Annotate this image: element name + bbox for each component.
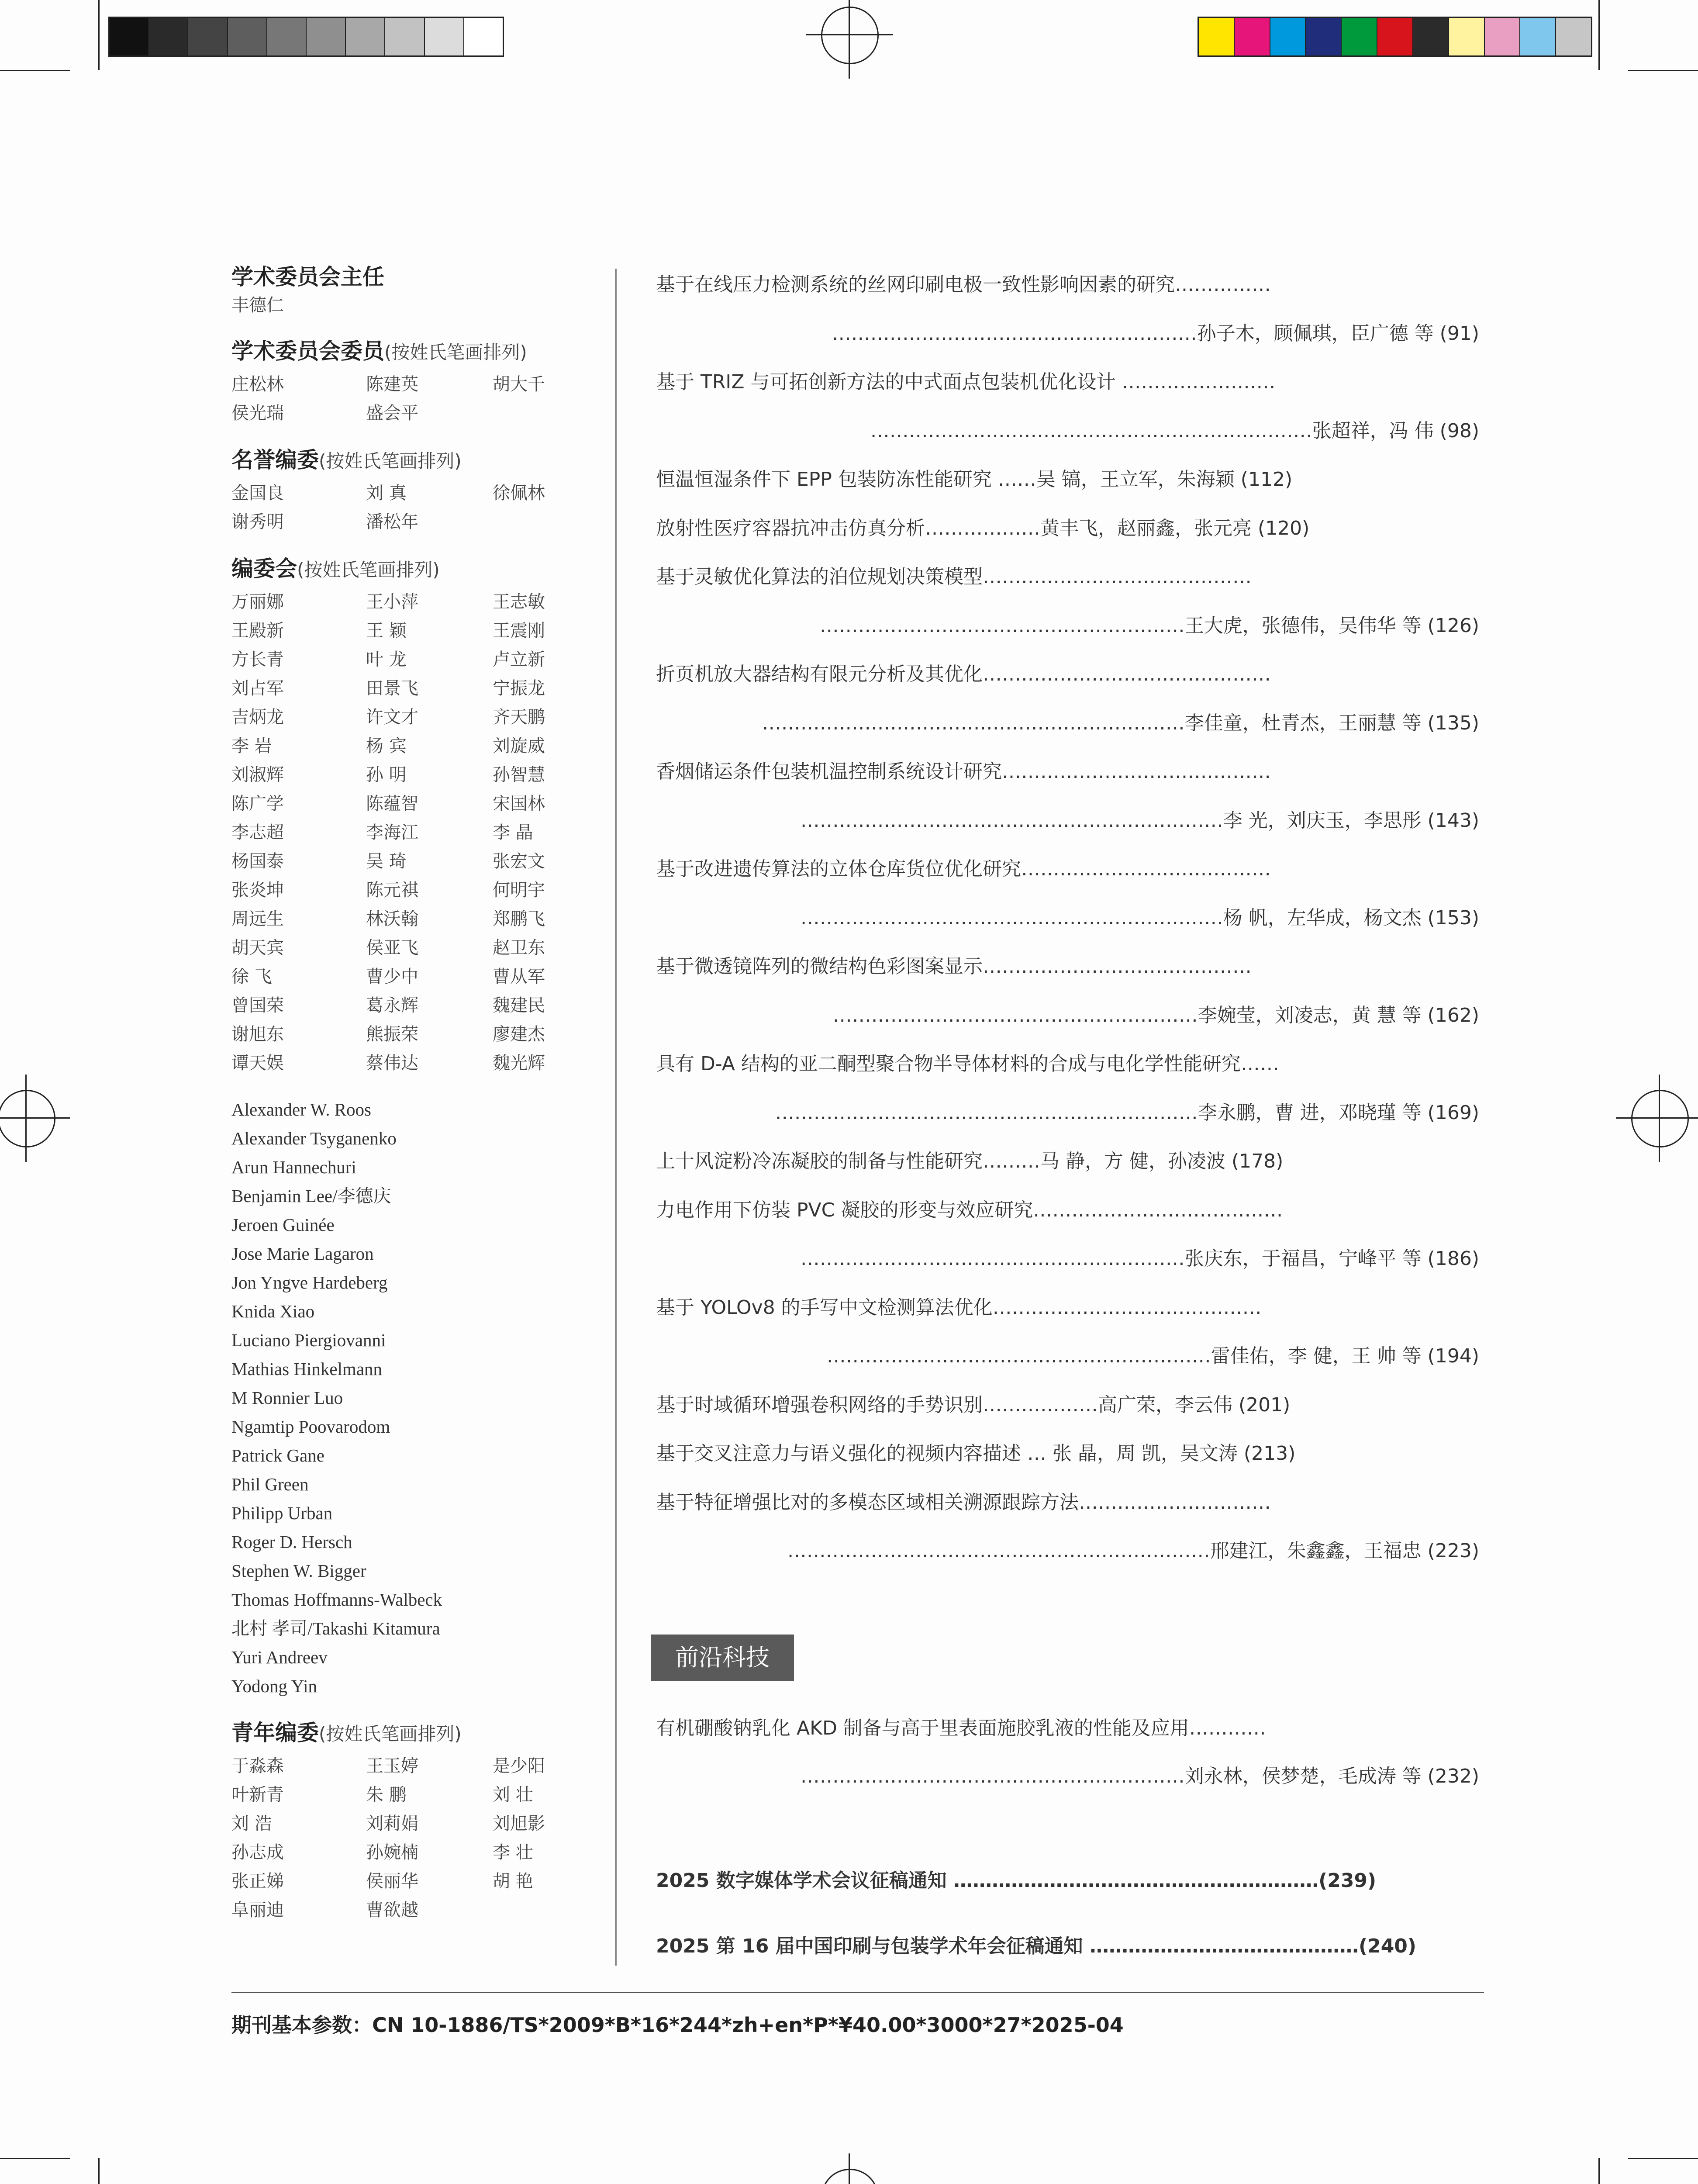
crop-mark [1628, 2158, 1698, 2159]
person-name: 侯光瑞 [231, 403, 284, 423]
chair-title: 学术委员会主任 [231, 264, 384, 290]
registration-mark-top [806, 0, 893, 79]
person-name: 王小萍 [366, 592, 418, 612]
person-name: 吉炳龙 [231, 707, 284, 727]
foreign-editor-name: M Ronnier Luo [231, 1388, 343, 1408]
foreign-editor-name: Jose Marie Lagaron [231, 1244, 374, 1264]
crop-mark [1598, 0, 1600, 70]
person-name: 赵卫东 [493, 938, 545, 958]
registration-mark-left [0, 1075, 70, 1162]
person-name: 田景飞 [366, 678, 418, 698]
toc-entry[interactable]: 基于交叉注意力与语义强化的视频内容描述 … 张 晶，周 凯，吴文涛 (213) [656, 1442, 1296, 1465]
members-list [231, 370, 581, 428]
registration-mark-bottom [806, 2153, 893, 2184]
toc-entry[interactable]: 香烟储运条件包装机温控制系统设计研究…………………………………… [656, 760, 1271, 783]
foreign-editor-name: Jon Yngve Hardeberg [231, 1272, 388, 1292]
committee-column [231, 262, 581, 1925]
person-name: 胡 艳 [493, 1871, 533, 1891]
person-name: 宁振龙 [493, 678, 545, 698]
swatch [228, 18, 267, 55]
person-name: 齐天鹏 [493, 707, 545, 727]
person-name: 王 颖 [366, 621, 407, 641]
person-name: 宋国林 [493, 794, 545, 814]
swatch [1235, 18, 1270, 55]
person-name: 张正娣 [231, 1871, 284, 1891]
person-name: 徐佩林 [493, 483, 545, 503]
color-calibration-bar [1198, 17, 1592, 57]
person-name: 潘松年 [366, 512, 418, 532]
person-name: 许文才 [366, 707, 418, 727]
person-name: 孙志成 [231, 1842, 284, 1863]
toc-entry[interactable]: 基于 TRIZ 与可拓创新方法的中式面点包装机优化设计 …………………… [656, 371, 1276, 393]
swatch [1306, 18, 1342, 55]
person-name: 侯丽华 [366, 1871, 418, 1891]
swatch [1556, 18, 1591, 55]
person-name: 刘旋威 [493, 736, 545, 756]
person-name: 陈元祺 [366, 880, 418, 900]
person-name: 王玉婷 [366, 1756, 418, 1776]
person-name: 蔡伟达 [366, 1053, 418, 1073]
person-name: 卢立新 [493, 650, 545, 670]
person-name: 刘 壮 [493, 1785, 533, 1805]
person-name: 谭天娱 [231, 1053, 284, 1073]
toc-entry[interactable]: …………………………………………………………李永鹏，曹 进，邓晓瑾 等 (169) [775, 1101, 1479, 1124]
swatch [1449, 18, 1485, 55]
person-name: 万丽娜 [231, 592, 284, 612]
toc-entry[interactable]: 2025 数字媒体学术会议征稿通知 …………………………………………………(239) [656, 1870, 1377, 1892]
foreign-editor-name: Thomas Hoffmanns-Walbeck [231, 1590, 442, 1610]
foreign-editor-name: Phil Green [231, 1474, 309, 1494]
youth-list [231, 1752, 581, 1925]
person-name [493, 1896, 580, 1925]
toc-entry[interactable]: ……………………………………………………………张超祥，冯 伟 (98) [870, 419, 1479, 442]
foreign-editor-name: Yodong Yin [231, 1676, 317, 1696]
person-name: 胡大千 [493, 374, 545, 394]
person-name: 周远生 [231, 909, 284, 929]
foreign-editor-name: Stephen W. Bigger [231, 1561, 366, 1581]
toc-entry[interactable]: 基于在线压力检测系统的丝网印刷电极一致性影响因素的研究…………… [656, 273, 1271, 296]
person-name: 孙婉楠 [366, 1842, 418, 1863]
person-name: 阜丽迪 [231, 1900, 284, 1920]
person-name: 李 壮 [493, 1842, 533, 1863]
person-name: 朱 鹏 [366, 1785, 407, 1805]
person-name: 侯亚飞 [366, 938, 418, 958]
person-name: 林沃翰 [366, 909, 418, 929]
swatch [1377, 18, 1413, 55]
toc-entry[interactable]: …………………………………………………………邢建江，朱鑫鑫，王福忠 (223) [787, 1540, 1479, 1562]
toc-entry[interactable]: …………………………………………………李婉莹，刘凌志，黄 慧 等 (162) [832, 1004, 1479, 1026]
toc-entry[interactable]: ……………………………………………………雷佳佑，李 健，王 帅 等 (194) [826, 1345, 1479, 1367]
swatch [1413, 18, 1449, 55]
crop-mark [98, 0, 100, 70]
person-name: 曹欲越 [366, 1900, 418, 1920]
person-name: 于淼森 [231, 1756, 284, 1776]
toc-entry[interactable]: 基于微透镜阵列的微结构色彩图案显示…………………………………… [656, 955, 1252, 978]
foreign-editor-name: Jeroen Guinée [231, 1215, 335, 1235]
foreign-editor-name: Ngamtip Poovarodom [231, 1417, 390, 1437]
person-name: 李海江 [366, 822, 418, 843]
foreign-editor-name: Benjamin Lee/李德庆 [231, 1186, 391, 1206]
toc-entry[interactable]: …………………………………………………………李佳童，杜青杰，王丽慧 等 (135) [762, 712, 1479, 734]
crop-mark [98, 2158, 100, 2184]
toc-entry[interactable]: 具有 D-A 结构的亚二酮型聚合物半导体材料的合成与电化学性能研究…… [656, 1053, 1279, 1075]
person-name: 刘莉娟 [366, 1814, 418, 1834]
foreign-editor-name: Alexander Tsyganenko [231, 1128, 397, 1148]
toc-entry[interactable]: 力电作用下仿装 PVC 凝胶的形变与效应研究………………………………… [656, 1199, 1283, 1221]
toc-entry[interactable]: ……………………………………………………张庆东，于福昌，宁峰平 等 (186) [800, 1248, 1479, 1270]
person-name: 何明宇 [493, 880, 545, 900]
swatch [307, 18, 346, 55]
person-name: 葛永辉 [366, 995, 418, 1016]
swatch [1485, 18, 1521, 55]
person-name: 盛会平 [366, 403, 418, 423]
foreign-editor-name: Patrick Gane [231, 1445, 324, 1465]
person-name: 孙智慧 [493, 765, 545, 785]
person-name: 刘占军 [231, 678, 284, 698]
toc-entry[interactable]: 基于 YOLOv8 的手写中文检测算法优化…………………………………… [656, 1296, 1262, 1319]
person-name: 叶新青 [231, 1785, 284, 1805]
swatch [188, 18, 228, 55]
foreign-editor-name: Luciano Piergiovanni [231, 1330, 386, 1350]
toc-entry[interactable]: 上十风淀粉冷冻凝胶的制备与性能研究………马 静，方 健，孙凌波 (178) [656, 1150, 1284, 1172]
swatch [267, 18, 307, 55]
person-name: 曹少中 [366, 967, 418, 987]
person-name: 是少阳 [493, 1756, 545, 1776]
toc-entry[interactable]: ……………………………………………………刘永林，侯梦楚，毛成涛 等 (232) [800, 1765, 1479, 1787]
person-name: 杨 宾 [366, 736, 407, 756]
toc-entry[interactable]: …………………………………………………孙子木，顾佩琪，臣广德 等 (91) [832, 322, 1479, 345]
crop-mark [1628, 70, 1698, 71]
foreign-editor-name: 北村 孝司/Takashi Kitamura [231, 1618, 440, 1638]
person-name: 谢旭东 [231, 1024, 284, 1044]
foreign-editor-name: Alexander W. Roos [231, 1099, 371, 1120]
editorial-list [231, 587, 581, 1078]
honorary-title: 名誉编委(按姓氏笔画排列) [231, 447, 462, 473]
foreign-editor-name: Yuri Andreev [231, 1647, 328, 1667]
toc-entry[interactable]: 折页机放大器结构有限元分析及其优化……………………………………… [656, 663, 1271, 685]
swatch [1342, 18, 1377, 55]
crop-mark [0, 70, 70, 71]
person-name: 王志敏 [493, 592, 545, 612]
foreign-editor-name: Roger D. Hersch [231, 1532, 352, 1552]
swatch [425, 18, 464, 55]
footer-divider [231, 1992, 1484, 1993]
person-name: 熊振荣 [366, 1024, 418, 1044]
foreign-editors-list [231, 1095, 581, 1700]
foreign-editor-name: Philipp Urban [231, 1503, 333, 1523]
person-name: 陈建英 [366, 374, 418, 394]
swatch [385, 18, 424, 55]
person-name: 胡天宾 [231, 938, 284, 958]
frontier-section-tag: 前沿科技 [651, 1635, 794, 1681]
person-name: 刘淑辉 [231, 765, 284, 785]
grayscale-calibration-bar [108, 17, 504, 57]
journal-parameters: 期刊基本参数：CN 10-1886/TS*2009*B*16*244*zh+en*P*¥40.00*3000*27*2025-04 [231, 2013, 1124, 2037]
swatch [1270, 18, 1306, 55]
column-divider [615, 269, 617, 1966]
foreign-editor-name: Knida Xiao [231, 1301, 315, 1321]
swatch [1520, 18, 1556, 55]
person-name: 庄松林 [231, 374, 284, 394]
foreign-editor-name: Mathias Hinkelmann [231, 1359, 383, 1379]
honorary-list [231, 479, 581, 536]
chair-name: 丰德仁 [231, 295, 284, 315]
person-name: 吴 琦 [366, 851, 407, 871]
person-name: 杨国泰 [231, 851, 284, 871]
person-name: 金国良 [231, 483, 284, 503]
members-title: 学术委员会委员(按姓氏笔画排列) [231, 339, 527, 364]
toc-entry[interactable]: 有机硼酸钠乳化 AKD 制备与高于里表面施胶乳液的性能及应用………… [656, 1717, 1266, 1739]
editorial-title: 编委会(按姓氏笔画排列) [231, 556, 440, 581]
youth-title: 青年编委(按姓氏笔画排列) [231, 1720, 462, 1745]
toc-entry[interactable]: …………………………………………………王大虎，张德伟，吴伟华 等 (126) [819, 614, 1479, 637]
toc-entry[interactable]: 基于特征增强比对的多模态区域相关溯源跟踪方法………………………… [656, 1491, 1271, 1514]
toc-entry[interactable]: 放射性医疗容器抗冲击仿真分析………………黄丰飞，赵丽鑫，张元亮 (120) [656, 517, 1310, 539]
person-name: 魏建民 [493, 995, 545, 1016]
toc-entry[interactable]: 2025 第 16 届中国印刷与包装学术年会征稿通知 ……………………………………(240) [656, 1935, 1417, 1957]
person-name: 陈蕴智 [366, 794, 418, 814]
person-name: 张宏文 [493, 851, 545, 871]
person-name: 李 晶 [493, 822, 533, 843]
toc-entry[interactable]: 基于灵敏优化算法的泊位规划决策模型…………………………………… [656, 566, 1252, 588]
person-name: 陈广学 [231, 794, 284, 814]
person-name: 叶 龙 [366, 650, 407, 670]
toc-entry[interactable]: …………………………………………………………李 光，刘庆玉，李思彤 (143) [800, 809, 1479, 832]
foreign-editor-name: Arun Hannechuri [231, 1157, 356, 1177]
person-name: 谢秀明 [231, 512, 284, 532]
registration-mark-right [1616, 1075, 1698, 1162]
toc-entry[interactable]: 恒温恒湿条件下 EPP 包装防冻性能研究 ……吴 镐，王立军，朱海颖 (112) [656, 468, 1293, 491]
person-name: 曹从军 [493, 967, 545, 987]
swatch [1199, 18, 1235, 55]
person-name: 廖建杰 [493, 1024, 545, 1044]
toc-entry[interactable]: 基于改进遗传算法的立体仓库货位优化研究………………………………… [656, 858, 1271, 880]
toc-entry[interactable]: …………………………………………………………杨 帆，左华成，杨文杰 (153) [800, 906, 1479, 929]
person-name: 郑鹏飞 [493, 909, 545, 929]
person-name: 刘 真 [366, 483, 407, 503]
person-name: 孙 明 [366, 765, 407, 785]
person-name: 刘旭影 [493, 1814, 545, 1834]
person-name: 王殿新 [231, 621, 284, 641]
crop-mark [0, 2158, 70, 2159]
swatch [464, 18, 503, 55]
swatch [110, 18, 149, 55]
person-name: 徐 飞 [231, 967, 272, 987]
swatch [346, 18, 385, 55]
person-name: 张炎坤 [231, 880, 284, 900]
person-name: 魏光辉 [493, 1053, 545, 1073]
person-name: 方长青 [231, 650, 284, 670]
person-name: 刘 浩 [231, 1814, 272, 1834]
person-name: 曾国荣 [231, 995, 284, 1016]
swatch [149, 18, 188, 55]
toc-entry[interactable]: 基于时域循环增强卷积网络的手势识别………………高广荣，李云伟 (201) [656, 1393, 1291, 1416]
person-name: 王震刚 [493, 621, 545, 641]
person-name: 李 岩 [231, 736, 272, 756]
person-name: 李志超 [231, 822, 284, 843]
crop-mark [1598, 2158, 1600, 2184]
